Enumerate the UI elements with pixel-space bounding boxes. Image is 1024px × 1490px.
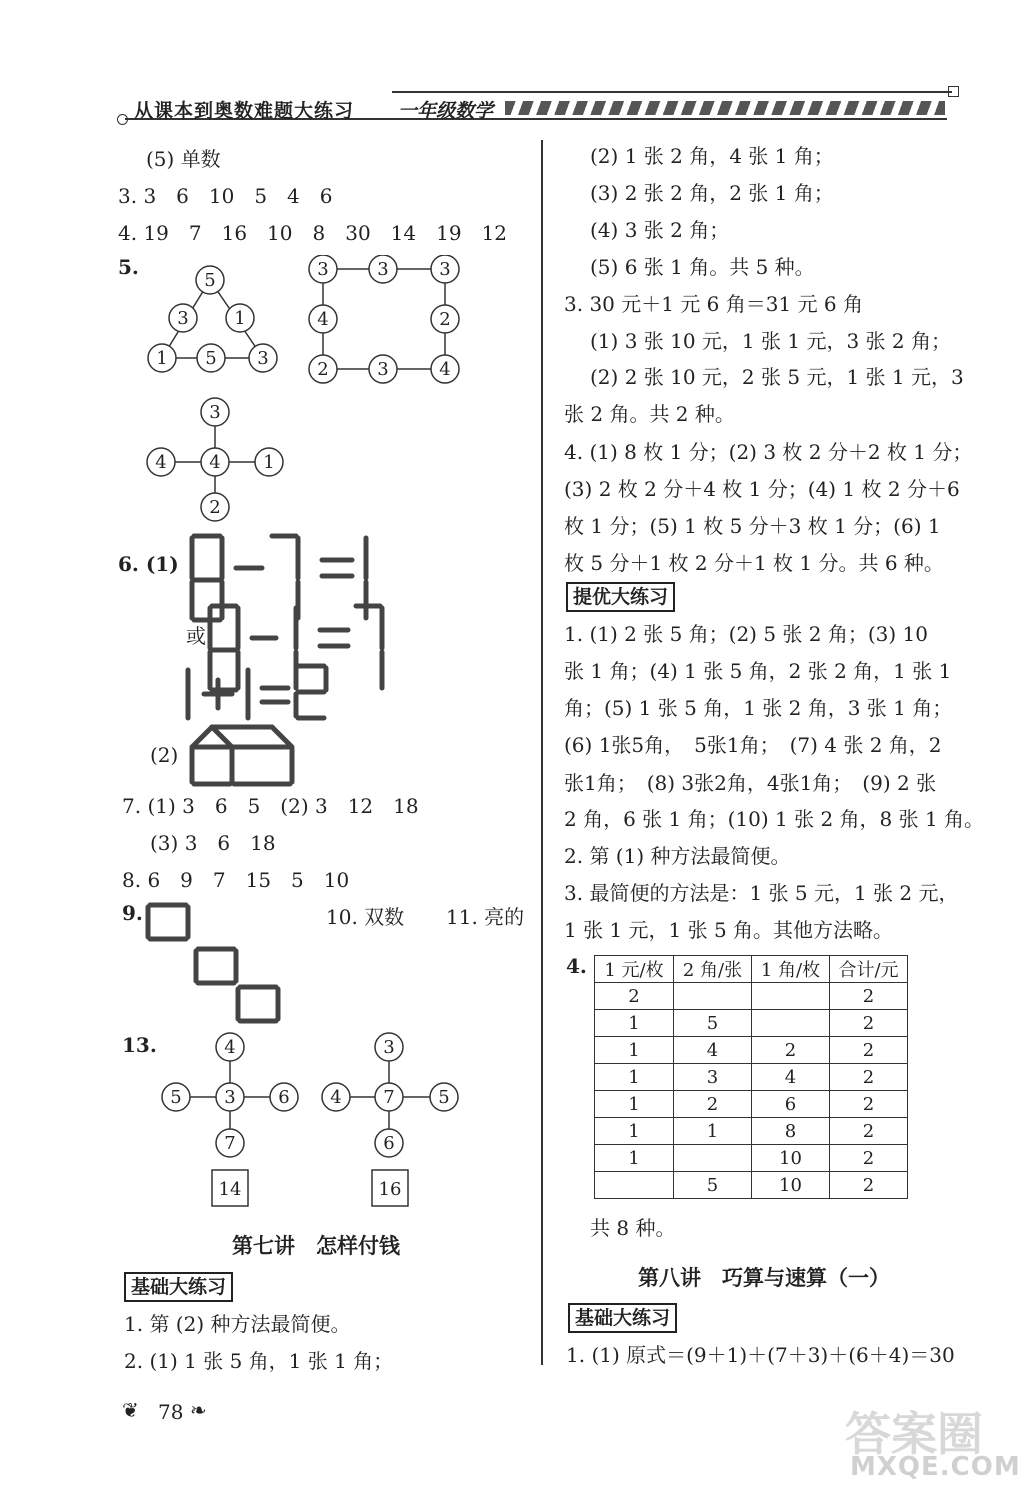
table-header-cell: 1 元/枚 [595,956,674,983]
table-cell: 6 [752,1091,830,1118]
node-label: 5 [170,1087,182,1108]
node-label: 3 [209,402,221,423]
table-total: 共 8 种。 [590,1216,676,1240]
table-cell: 2 [830,1037,908,1064]
table-header-cell: 2 角/张 [674,956,752,983]
table-cell [674,1145,752,1172]
table-cell: 2 [830,1118,908,1145]
answer-line: (5) 6 张 1 角。共 5 种。 [590,255,815,279]
table-cell: 2 [830,1064,908,1091]
node-label: 2 [209,497,221,518]
column-divider [541,140,543,1365]
basic-practice-badge-2: 基础大练习 [568,1303,677,1333]
node-label: 3 [224,1087,236,1108]
advanced-answer-line: 2. 第 (1) 种方法最简便。 [564,844,791,868]
node-label: 5 [205,348,217,369]
answer-7b: (3) 3 6 18 [150,831,276,855]
lecture-8-title: 第八讲 巧算与速算（一） [638,1265,890,1290]
node-label: 4 [155,452,167,473]
table-cell: 2 [830,1172,908,1199]
table-cell: 2 [830,1145,908,1172]
table-cell: 10 [752,1172,830,1199]
table-cell [752,1010,830,1037]
question-9-label: 9. [122,901,143,925]
answer-11: 11. 亮的 [446,905,525,929]
table-cell: 2 [752,1037,830,1064]
advanced-answer-line: 张 1 角；(4) 1 张 5 角，2 张 2 角，1 张 1 [564,659,952,683]
node-label: 6 [383,1133,395,1154]
table-cell: 5 [674,1172,752,1199]
advanced-answer-line: 1 张 1 元，1 张 5 角。其他方法略。 [564,918,894,942]
table-cell: 1 [595,1064,674,1091]
answer-line: 张 2 角。共 2 种。 [564,402,735,426]
table-cell: 2 [674,1091,752,1118]
question-6-label: 6. (1) [118,552,179,576]
table-cell: 3 [674,1064,752,1091]
answer-line: 枚 5 分＋1 枚 2 分＋1 枚 1 分。共 6 种。 [564,551,944,575]
advanced-answer-line: 2 角，6 张 1 角；(10) 1 张 2 角，8 张 1 角。 [564,807,985,831]
header-subtitle: 一年级数学 [398,100,494,122]
table-row [595,1037,908,1064]
question-13-diagrams [150,1025,480,1215]
node-label: 2 [439,309,451,330]
advanced-practice-badge: 提优大练习 [566,582,675,612]
page-number: 78 [158,1400,184,1424]
header-title: 从课本到奥数难题大练习 [134,100,355,122]
table-cell: 2 [830,983,908,1010]
answer-line: (2) 1 张 2 角，4 张 1 角； [590,144,834,168]
table-row [595,1145,908,1172]
table-row [595,1091,908,1118]
node-label: 6 [278,1087,290,1108]
node-label: 7 [224,1133,236,1154]
answer-3: 3. 3 6 10 5 4 6 [118,184,333,208]
header-rule-top [392,91,952,93]
header-corner-square [948,86,959,97]
table-cell: 4 [674,1037,752,1064]
question-5-diagrams [140,255,480,525]
node-label: 2 [317,359,329,380]
matchstick-puzzle [180,530,400,790]
basic-answer-1: 1. 第 (2) 种方法最简便。 [124,1312,351,1336]
table-row [595,1172,908,1199]
answer-line: (2) 2 张 10 元，2 张 5 元，1 张 1 元，3 [590,365,964,389]
table-header-row [595,956,908,983]
advanced-answer-line: 1. (1) 2 张 5 角；(2) 5 张 2 角；(3) 10 [564,622,928,646]
answer-line: (1) 3 张 10 元，1 张 1 元，3 张 2 角； [590,329,951,353]
answer-line: (3) 2 枚 2 分＋4 枚 1 分；(4) 1 枚 2 分＋6 [564,477,960,501]
answer-line: (4) 3 张 2 角； [590,218,730,242]
table-row [595,1118,908,1145]
page-number-ornament: ❧ [190,1398,207,1422]
node-label: 7 [383,1087,395,1108]
table-row [595,983,908,1010]
table-row [595,1010,908,1037]
basic-answer-1-right: 1. (1) 原式＝(9＋1)＋(7＋3)＋(6＋4)＝30 [566,1343,955,1367]
table-cell: 2 [830,1010,908,1037]
watermark-url: MXQE.COM [850,1452,1021,1482]
answer-7a: 7. (1) 3 6 5 (2) 3 12 18 [122,794,419,818]
basic-practice-badge: 基础大练习 [124,1272,233,1302]
node-label: 4 [330,1087,342,1108]
table-cell: 10 [752,1145,830,1172]
table-row [595,1064,908,1091]
node-label: 1 [156,348,168,369]
table-cell [595,1172,674,1199]
answer-8: 8. 6 9 7 15 5 10 [122,868,350,892]
answer-line: (5) 单数 [146,147,221,171]
matchstick-squares [140,895,300,1030]
advanced-answer-line: 角；(5) 1 张 5 角，1 张 2 角，3 张 1 角； [564,696,953,720]
answer-line: (3) 2 张 2 角，2 张 1 角； [590,181,834,205]
or-label: 或 [186,624,206,648]
table-cell: 1 [595,1010,674,1037]
node-label: 4 [439,359,451,380]
node-label: 3 [377,259,389,280]
header-stripes [505,101,945,115]
sum-label: 16 [378,1179,402,1200]
question-6-part2-label: (2) [150,743,179,767]
advanced-answer-line: 张1角； (8) 3张2角，4张1角； (9) 2 张 [564,771,937,795]
table-cell: 8 [752,1118,830,1145]
advanced-answer-line: 3. 最简便的方法是：1 张 5 元，1 张 2 元， [564,881,959,905]
node-label: 4 [224,1037,236,1058]
node-label: 1 [263,452,275,473]
node-label: 5 [438,1087,450,1108]
sum-label: 14 [218,1179,242,1200]
header-corner-circle [117,114,128,125]
node-label: 3 [177,308,189,329]
table-header-cell: 1 角/枚 [752,956,830,983]
table-cell: 4 [752,1064,830,1091]
table-cell: 1 [595,1091,674,1118]
table-cell: 1 [595,1037,674,1064]
answer-line: 3. 30 元＋1 元 6 角＝31 元 6 角 [564,292,864,316]
node-label: 5 [204,270,216,291]
table-cell: 1 [674,1118,752,1145]
money-combination-table [594,955,908,1199]
node-label: 3 [439,259,451,280]
answer-10: 10. 双数 [326,905,405,929]
node-label: 4 [209,452,221,473]
watermark-logo: 答案圈 [845,1407,983,1461]
answer-line: 枚 1 分；(5) 1 枚 5 分＋3 枚 1 分；(6) 1 [564,514,941,538]
table-header-cell: 合计/元 [830,956,908,983]
table-cell [752,983,830,1010]
table-cell: 1 [595,1118,674,1145]
answer-4: 4. 19 7 16 10 8 30 14 19 12 [118,221,508,245]
node-label: 3 [383,1037,395,1058]
table-cell: 1 [595,1145,674,1172]
question-4-label: 4. [566,954,587,978]
page-number-ornament: ❦ [122,1398,139,1422]
lecture-7-title: 第七讲 怎样付钱 [232,1233,400,1258]
advanced-answer-line: (6) 1张5角， 5张1角； (7) 4 张 2 角，2 [564,733,942,757]
table-cell: 5 [674,1010,752,1037]
table-cell: 2 [830,1091,908,1118]
node-label: 3 [317,259,329,280]
basic-answer-2: 2. (1) 1 张 5 角，1 张 1 角； [124,1349,394,1373]
node-label: 4 [317,309,329,330]
node-label: 1 [234,308,246,329]
table-cell [674,983,752,1010]
question-13-label: 13. [122,1033,157,1057]
question-5-label: 5. [118,255,139,279]
node-label: 3 [257,348,269,369]
answer-line: 4. (1) 8 枚 1 分；(2) 3 枚 2 分＋2 枚 1 分； [564,440,973,464]
table-cell: 2 [595,983,674,1010]
node-label: 3 [377,359,389,380]
